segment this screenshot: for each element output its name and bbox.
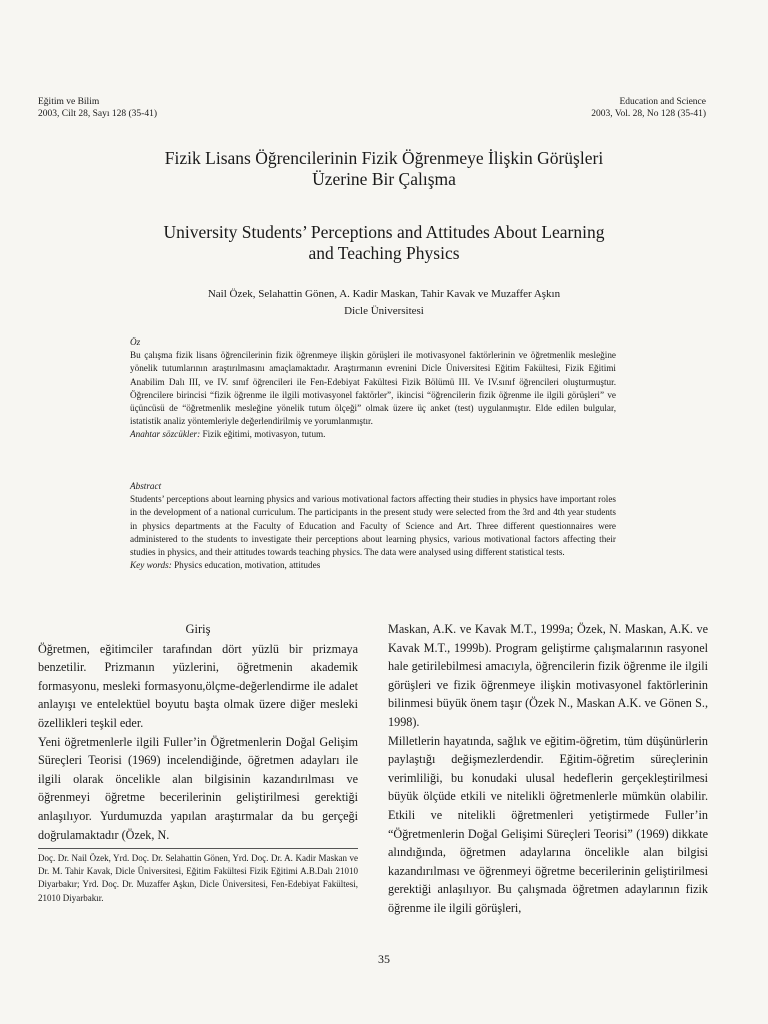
abstract-heading: Abstract	[130, 481, 162, 491]
title-english-line2: and Teaching Physics	[308, 243, 460, 263]
affiliation: Dicle Üniversitesi	[344, 305, 424, 317]
title-english-line1: University Students’ Perceptions and Attitudes About Learning	[163, 222, 605, 242]
journal-header-en	[591, 96, 706, 120]
abstract-keywords: Physics education, motivation, attitudes	[171, 560, 321, 571]
body-paragraph-4: Milletlerin hayatında, sağlık ve eğitim-öğretim, tüm düşünürlerin paylaştığı değişmezlerdendir. Eğitim-öğretim süreçlerinin verimliliği, bu konudaki ulusal hedeflerin gerçekleştirilmesi büyük ölçüde etkili ve nitelikli öğretmenlerle mümkün olabilir. Etkili ve nitelikli öğretmenleri yetiştirmede Fuller’in “Öğretmenlerin Doğal Gelişimi Süreçleri Teorisi” (1969) dikkate alındığında, öğretmen adaylarına öncelikle alan bilgisi kazandırılması ve öğrenmeyi öğretme becerilerinin geliştirilmesi gerektiği anlaşılıyor. Bu çalışmada öğretmen adaylarının fizik öğrenme ile ilgili görüşleri,	[388, 733, 708, 915]
author-block	[0, 286, 768, 320]
footnote: Doç. Dr. Nail Özek, Yrd. Doç. Dr. Selahattin Gönen, Yrd. Doç. Dr. A. Kadir Maskan ve Dr. M. Tahir Kavak, Dicle Üniversitesi, Eğitim Fakültesi Fizik Eğitimi A.B.Dalı 21010 Diyarbakır; Yrd. Doç. Dr. Muzaffer Aşkın, Dicle Üniversitesi, Fen-Edebiyat Fakültesi, 21010 Diyarbakır.	[38, 853, 358, 903]
abstract-text: Students’ perceptions about learning physics and various motivational factors affecting their studies in physics have important roles in the development of a national curriculum. The participants in the present study were selected from the 3rd and 4th year students in physics departments at the Faculty of Education and Faculty of Science and Art. Three different questionnaires were administered to the students to investigate their perceptions about learning physics, various motivational factors affecting their studies in physics, and their attitudes towards teaching physics. The data were analysed using different statistical tests.	[130, 494, 616, 558]
abstract-text-para	[130, 493, 616, 572]
page-number: 35	[378, 952, 390, 966]
oz-text-para	[130, 349, 616, 441]
body-paragraph-1: Öğretmen, eğitimciler tarafından dört yüzlü bir prizmaya benzetilir. Prizmanın yüzlerini, öğretmenin akademik formasyonu, mesleki formasyonu,ölçme-değerlendirme ile adalet anlayışı ve entelektüel boyutu başta olmak üzere diğer mesleki özellikleri teşkil eder.	[38, 641, 358, 730]
body-paragraph-3: Maskan, A.K. ve Kavak M.T., 1999a; Özek, N. Maskan, A.K. ve Kavak M.T., 1999b). Program geliştirme çalışmalarının rasyonel hale getirilebilmesi amacıyla, öğrencilerin fizik öğrenme ile ilgili görüşleri ve fizik öğrenmeye ilişkin motivasyonel faktörlerinin bilinmesi büyük önem taşır (Özek N., Maskan A.K. ve Gönen S., 1998).	[388, 622, 708, 729]
journal-name-tr: Eğitim ve Bilim	[38, 97, 100, 107]
title-turkish	[0, 148, 768, 190]
oz-keywords: Fizik eğitimi, motivasyon, tutum.	[200, 429, 326, 440]
journal-name-en: Education and Science	[619, 97, 706, 107]
journal-issue-tr: 2003, Cilt 28, Sayı 128 (35-41)	[38, 109, 158, 119]
section-heading-giris: Giriş	[185, 622, 211, 636]
footnote-divider	[38, 848, 358, 849]
abstract-section	[130, 480, 616, 572]
oz-keywords-label: Anahtar sözcükler:	[130, 429, 201, 440]
oz-heading: Öz	[130, 337, 141, 347]
oz-section	[130, 336, 616, 442]
journal-header-tr	[38, 96, 157, 120]
body-left-column	[38, 620, 358, 844]
oz-text: Bu çalışma fizik lisans öğrencilerinin fizik öğrenmeye ilişkin görüşleri ile motivasyonel faktörlerinin ve öğretmenlik mesleğine yönelik tutumlarının araştırılmasını amaçlamaktadır. Araştırmanın evrenini Dicle Üniversitesi Eğitim Fakültesi, Fizik Eğitimi Anabilim Dalı III, ve IV. sınıf öğrencileri ile Fen-Edebiyat Fakültesi Fizik Bölümü III. Ve IV.sınıf öğrencileri oluşturmuştur. Öğrencilere birincisi “fizik öğrenme ile ilgili motivasyonel faktörler”, ikincisi “öğrencilerin fizik öğrenme ile ilgili görüşleri” ve üçüncüsü de “öğretmenlik mesleğine yönelik tutum ölçeği” olmak üzere üç anket (test) uygulanmıştır. Elde edilen bulgular, istatistik analiz yöntemleriyle değerlendirilmiş ve yorumlanmıştır.	[130, 350, 616, 427]
journal-issue-en: 2003, Vol. 28, No 128 (35-41)	[591, 109, 706, 119]
body-paragraph-2: Yeni öğretmenlerle ilgili Fuller’in Öğretmenlerin Doğal Gelişim Süreçleri Teorisi (1969) incelendiğinde, öğretmen adayları ile ilgili olarak öncelikle alan bilgisinin kazandırılması ve öğrenmeyi öğretme becerilerinin geliştirilmesi gerektiği anlaşılıyor. Yurdumuzda yapılan araştırmalar da bu gerçeği doğrulamaktadır (Özek, N.	[38, 734, 358, 842]
title-turkish-line1: Fizik Lisans Öğrencilerinin Fizik Öğrenmeye İlişkin Görüşleri	[164, 148, 604, 168]
body-right-column	[388, 620, 708, 918]
abstract-keywords-label: Key words:	[130, 560, 172, 571]
title-english	[0, 222, 768, 264]
author-list: Nail Özek, Selahattin Gönen, A. Kadir Maskan, Tahir Kavak ve Muzaffer Aşkın	[207, 288, 561, 300]
title-turkish-line2: Üzerine Bir Çalışma	[312, 169, 456, 189]
